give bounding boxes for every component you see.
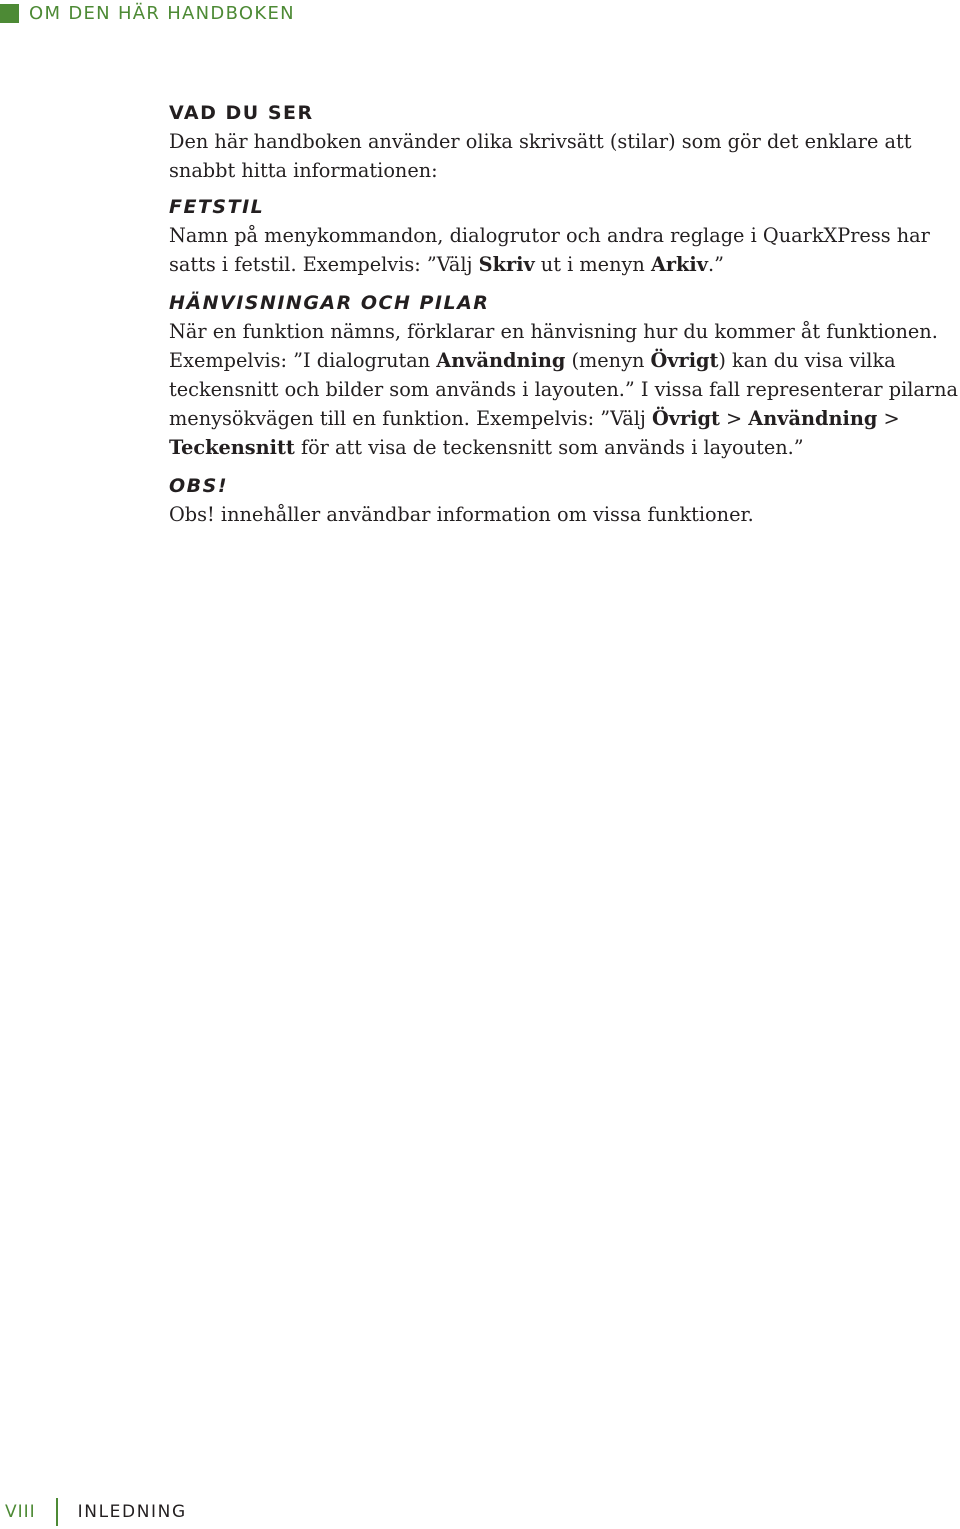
text-run: för att visa de teckensnitt som används i layouten.”: [294, 436, 804, 459]
text-run: (menyn: [565, 349, 651, 372]
text-run: >: [719, 407, 749, 430]
body-line: [169, 250, 960, 279]
text-run: satts i fetstil. Exempelvis: ”Välj: [169, 253, 479, 276]
section-obs: [169, 473, 960, 529]
page-footer: [5, 1497, 187, 1527]
text-run: ) kan du visa vilka: [718, 349, 896, 372]
text-run: >: [877, 407, 900, 430]
body-line: Den här handboken använder olika skrivsätt (stilar) som gör det enklare att: [169, 130, 912, 153]
body-line: snabbt hitta informationen:: [169, 159, 438, 182]
section-heading-obs: OBS!: [169, 475, 228, 497]
bold-menu-term: Användning: [748, 407, 878, 430]
bold-menu-term: Användning: [436, 349, 566, 372]
text-run: menysökvägen till en funktion. Exempelvis: ”Välj: [169, 407, 652, 430]
page-content: [169, 100, 960, 540]
running-header-title: OM DEN HÄR HANDBOKEN: [29, 2, 295, 24]
section-hanvisningar: [169, 290, 960, 462]
section-fetstil: [169, 194, 960, 279]
bold-menu-term: Arkiv: [650, 253, 708, 276]
section-heading-hanvisningar: HÄNVISNINGAR OCH PILAR: [169, 292, 490, 314]
footer-divider: [56, 1498, 58, 1526]
bold-menu-term: Teckensnitt: [169, 436, 295, 459]
body-line: Obs! innehåller användbar information om vissa funktioner.: [169, 503, 754, 526]
text-run: Exempelvis: ”I dialogrutan: [169, 349, 437, 372]
body-line: teckensnitt och bilder som används i layouten.” I vissa fall representerar pilarna: [169, 378, 959, 401]
body-line: [169, 346, 960, 375]
header-marker-square: [0, 4, 19, 23]
text-run: .”: [707, 253, 724, 276]
chapter-name: INLEDNING: [77, 1502, 187, 1522]
bold-menu-term: Övrigt: [652, 407, 720, 430]
body-line: När en funktion nämns, förklarar en hänvisning hur du kommer åt funktionen.: [169, 320, 938, 343]
section-vad-du-ser: [169, 100, 960, 185]
body-line: [169, 404, 960, 433]
running-header: [0, 2, 295, 24]
bold-menu-term: Övrigt: [650, 349, 719, 372]
section-heading-fetstil: FETSTIL: [169, 196, 265, 218]
page-number: VIII: [5, 1502, 36, 1522]
body-line: Namn på menykommandon, dialogrutor och andra reglage i QuarkXPress har: [169, 224, 930, 247]
bold-menu-term: Skriv: [478, 253, 535, 276]
section-heading-vad-du-ser: VAD DU SER: [169, 102, 314, 124]
text-run: ut i menyn: [534, 253, 651, 276]
body-line: [169, 433, 960, 462]
